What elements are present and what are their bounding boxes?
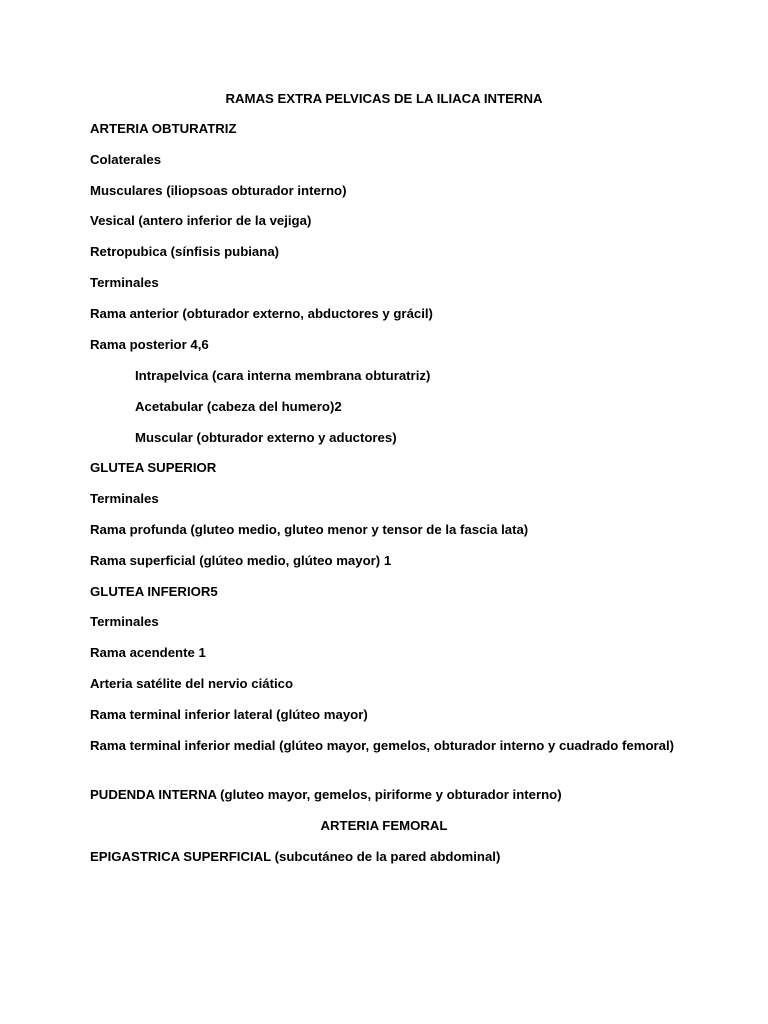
heading-arteria-obturatriz: ARTERIA OBTURATRIZ (90, 121, 237, 136)
text-line: Rama anterior (obturador externo, abductores y grácil) (90, 306, 433, 321)
indented-line: Intrapelvica (cara interna membrana obturatriz) (135, 368, 431, 383)
indented-line: Muscular (obturador externo y aductores) (135, 430, 397, 445)
document-title: RAMAS EXTRA PELVICAS DE LA ILIACA INTERNA (225, 91, 543, 106)
text-line: Colaterales (90, 152, 162, 167)
text-line: Terminales (90, 491, 159, 506)
text-line: Rama superficial (glúteo medio, glúteo mayor) 1 (90, 553, 392, 568)
text-line: Terminales (90, 275, 159, 290)
text-line: Vesical (antero inferior de la vejiga) (90, 213, 312, 228)
text-line: Rama posterior 4,6 (90, 337, 209, 352)
heading-epigastrica-superficial: EPIGASTRICA SUPERFICIAL (subcutáneo de la pared abdominal) (90, 849, 501, 864)
heading-pudenda-interna: PUDENDA INTERNA (gluteo mayor, gemelos, piriforme y obturador interno) (90, 787, 562, 802)
text-line: Terminales (90, 614, 159, 629)
text-line: Arteria satélite del nervio ciático (90, 676, 294, 691)
heading-glutea-superior: GLUTEA SUPERIOR (90, 460, 217, 475)
heading-arteria-femoral: ARTERIA FEMORAL (320, 818, 448, 833)
heading-glutea-inferior: GLUTEA INFERIOR5 (90, 584, 218, 599)
text-line: Rama profunda (gluteo medio, gluteo menor y tensor de la fascia lata) (90, 522, 529, 537)
text-line: Rama terminal inferior lateral (glúteo mayor) (90, 707, 368, 722)
text-line: Musculares (iliopsoas obturador interno) (90, 183, 347, 198)
text-line-wrapped: Rama terminal inferior medial (glúteo mayor, gemelos, obturador interno y cuadrado femoral) (90, 738, 675, 753)
text-line: Retropubica (sínfisis pubiana) (90, 244, 280, 259)
indented-line: Acetabular (cabeza del humero)2 (135, 399, 342, 414)
text-line: Rama acendente 1 (90, 645, 206, 660)
